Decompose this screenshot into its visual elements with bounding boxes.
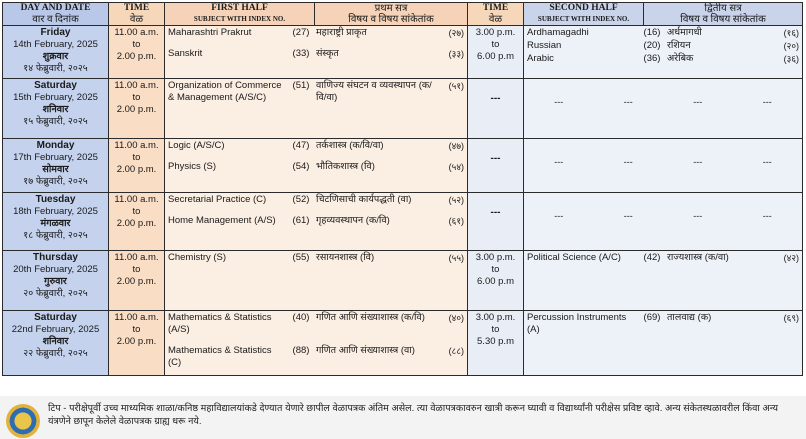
dash-placeholder: --- <box>554 157 564 167</box>
subject-index-mr: (५४) <box>448 162 464 172</box>
time2-text: --- <box>490 207 501 218</box>
time-text: 11.00 a.m. <box>114 80 159 91</box>
date-label-mr: २० फेब्रुवारी, २०२५ <box>23 288 88 299</box>
second-half-title: SECOND HALF <box>549 3 618 13</box>
time-cell <box>109 139 165 193</box>
date-label-mr: २२ फेब्रुवारी, २०२५ <box>23 348 88 359</box>
subject-entry <box>165 193 467 206</box>
subject-name-mr: अर्धमागधी <box>667 27 702 38</box>
subject-index-mr: (१६) <box>783 28 799 38</box>
date-label: 15th February, 2025 <box>13 92 98 103</box>
table-row <box>3 26 803 79</box>
header-time2-en: TIME <box>482 3 509 13</box>
time-text: 2.00 p.m. <box>116 104 157 115</box>
subject-index: (69) <box>643 312 661 323</box>
header-second-half-mr <box>644 3 803 26</box>
dash-placeholder: --- <box>554 211 564 221</box>
dash-placeholder: --- <box>693 211 703 221</box>
first-half-subtitle: SUBJECT WITH INDEX NO. <box>193 15 286 23</box>
subject-entry <box>165 26 467 39</box>
table-row <box>3 79 803 139</box>
second-half-subtitle: SUBJECT WITH INDEX NO. <box>537 15 630 23</box>
dash-placeholder: --- <box>693 97 703 107</box>
subject-entry <box>165 214 467 227</box>
second-half-cell-empty <box>524 139 803 193</box>
time2-text: 6.00 p.m <box>477 276 514 287</box>
subject-name: Maharashtri Prakrut <box>168 27 252 38</box>
time2-cell <box>468 139 524 193</box>
time-cell <box>109 26 165 79</box>
footer-note <box>0 396 806 439</box>
dash-placeholder: --- <box>693 157 703 167</box>
subject-index-mr: (४२) <box>783 253 799 263</box>
second-half-cell <box>524 251 803 311</box>
date-label-mr: १५ फेब्रुवारी, २०२५ <box>23 116 88 127</box>
header-first-half-mr <box>315 3 468 26</box>
subject-index-mr: (५१) <box>448 81 464 91</box>
subject-index-mr: (२०) <box>783 41 799 51</box>
header-second-half-en <box>524 3 644 26</box>
time2-text: 3.00 p.m. <box>475 312 516 323</box>
subject-name-mr: वाणिज्य संघटन व व्यवस्थापन (क/वि/वा) <box>316 80 432 103</box>
subject-index-mr: (५२) <box>448 195 464 205</box>
time2-text: to <box>491 39 500 50</box>
subject-entry <box>524 311 802 336</box>
subject-name: Chemistry (S) <box>168 252 227 263</box>
subject-index-mr: (४०) <box>448 313 464 323</box>
time2-text: 5.30 p.m <box>477 336 514 347</box>
subject-name-mr: भौतिकशास्त्र (वि) <box>316 161 375 172</box>
first-half-subtitle-mr: विषय व विषय सांकेतांक <box>348 14 434 25</box>
subject-index-mr: (६९) <box>783 313 799 323</box>
time-text: 2.00 p.m. <box>116 218 157 229</box>
subject-name-mr: गृहव्यवस्थापन (क/वि) <box>316 215 390 226</box>
subject-name: Home Management (A/S) <box>168 215 276 226</box>
time2-text: 6.00 p.m <box>477 51 514 62</box>
time-text: to <box>132 264 141 275</box>
day-label-mr: गुरुवार <box>44 276 67 287</box>
subject-name: Mathematics & Statistics (C) <box>168 345 272 368</box>
dash-placeholder: --- <box>762 211 772 221</box>
time-text: 11.00 a.m. <box>114 252 159 263</box>
subject-index: (51) <box>292 80 310 91</box>
table-row <box>3 251 803 311</box>
first-half-cell <box>165 193 468 251</box>
subject-index: (33) <box>292 48 310 59</box>
date-cell <box>3 193 109 251</box>
first-half-title: FIRST HALF <box>211 3 268 13</box>
time-text: to <box>132 152 141 163</box>
date-cell <box>3 311 109 376</box>
day-label-mr: शुक्रवार <box>42 51 69 62</box>
day-label: Saturday <box>34 80 77 91</box>
footer-note-text: टिप - परीक्षेपूर्वी उच्च माध्यमिक शाळा/कनिष्ठ महाविद्यालयांकडे देण्यात येणारे छापील वेळापत्रक अंतिम असेल. त्या वेळापत्रकावरुन खात्री करून घ्यावी व विद्यार्थ्यांनी परीक्षेस प्रविष्ट व्हावे. अन्य संकेतस्थळावरील किंवा अन्य यंत्रणेने छापून केलेले वेळापत्रक ग्राह्य धरू नये. <box>48 403 779 427</box>
time-text: to <box>132 206 141 217</box>
day-label-mr: शनिवार <box>42 336 69 347</box>
time2-cell <box>468 26 524 79</box>
header-time-mr: वेळ <box>129 14 144 25</box>
subject-name-mr: तर्कशास्त्र (क/वि/वा) <box>316 140 384 151</box>
date-cell <box>3 251 109 311</box>
subject-name: Political Science (A/C) <box>527 252 621 263</box>
subject-entry <box>524 251 802 264</box>
time-text: 2.00 p.m. <box>116 336 157 347</box>
dash-placeholder: --- <box>554 97 564 107</box>
subject-name-mr: राज्यशास्त्र (क/वा) <box>667 252 729 263</box>
time2-text: --- <box>490 153 501 164</box>
board-emblem-icon <box>6 404 40 438</box>
subject-entry <box>524 52 802 65</box>
subject-name-mr: रशियन <box>667 40 691 51</box>
first-half-cell <box>165 139 468 193</box>
subject-name: Russian <box>527 40 562 51</box>
dash-placeholder: --- <box>623 157 633 167</box>
subject-entry <box>165 160 467 173</box>
header-time <box>109 3 165 26</box>
subject-entry <box>165 47 467 60</box>
subject-index: (42) <box>643 252 661 263</box>
time2-text: to <box>491 264 500 275</box>
subject-index: (88) <box>292 345 310 356</box>
subject-name-mr: अरेबिक <box>667 53 694 64</box>
time2-text: 3.00 p.m. <box>475 252 516 263</box>
subject-index: (40) <box>292 312 310 323</box>
subject-name: Sanskrit <box>168 48 203 59</box>
subject-name-mr: रसायनशास्त्र (वि) <box>316 252 375 263</box>
time-text: 11.00 a.m. <box>114 194 159 205</box>
subject-index: (20) <box>643 40 661 51</box>
subject-index: (16) <box>643 27 661 38</box>
table-row <box>3 193 803 251</box>
time-cell <box>109 311 165 376</box>
day-label: Thursday <box>32 252 78 263</box>
date-label: 22nd February, 2025 <box>11 324 100 335</box>
date-label: 20th February, 2025 <box>13 264 98 275</box>
first-half-cell <box>165 251 468 311</box>
dash-placeholder: --- <box>762 97 772 107</box>
subject-entry <box>165 311 467 336</box>
header-time2-mr: वेळ <box>488 14 503 25</box>
second-half-cell-empty <box>524 79 803 139</box>
date-label-mr: १७ फेब्रुवारी, २०२५ <box>23 176 88 187</box>
subject-index: (61) <box>292 215 310 226</box>
day-label: Monday <box>36 140 75 151</box>
date-label-mr: १८ फेब्रुवारी, २०२५ <box>23 230 88 241</box>
time2-cell <box>468 193 524 251</box>
time-text: to <box>132 39 141 50</box>
subject-name: Physics (S) <box>168 161 217 172</box>
subject-entry <box>524 39 802 52</box>
subject-entry <box>165 251 467 264</box>
day-label-mr: शनिवार <box>42 104 69 115</box>
subject-index-mr: (८८) <box>448 346 464 356</box>
header-first-half-en <box>165 3 315 26</box>
date-label-mr: १४ फेब्रुवारी, २०२५ <box>23 63 88 74</box>
subject-entry <box>165 344 467 369</box>
day-label: Saturday <box>34 312 77 323</box>
header-day-date <box>3 3 109 26</box>
date-label: 17th February, 2025 <box>13 152 98 163</box>
subject-index-mr: (४७) <box>448 141 464 151</box>
subject-index: (27) <box>292 27 310 38</box>
dash-placeholder: --- <box>623 97 633 107</box>
subject-entry <box>524 26 802 39</box>
second-half-subtitle-mr: विषय व विषय सांकेतांक <box>680 14 766 25</box>
timetable-body <box>3 26 803 376</box>
time-text: 11.00 a.m. <box>114 27 159 38</box>
time2-cell <box>468 79 524 139</box>
exam-timetable <box>2 2 803 376</box>
header-date-mr: वार व दिनांक <box>32 14 79 25</box>
time-cell <box>109 79 165 139</box>
subject-name: Mathematics & Statistics (A/S) <box>168 312 272 335</box>
subject-entry <box>165 79 467 104</box>
subject-name-mr: चिटणिसाची कार्यपद्धती (वा) <box>316 194 412 205</box>
subject-index: (52) <box>292 194 310 205</box>
subject-name-mr: गणित आणि संख्याशास्त्र (क/वि) <box>316 312 425 323</box>
time2-text: to <box>491 324 500 335</box>
time2-cell <box>468 251 524 311</box>
subject-index-mr: (६१) <box>448 216 464 226</box>
date-label: 18th February, 2025 <box>13 206 98 217</box>
date-label: 14th February, 2025 <box>13 39 98 50</box>
time2-cell <box>468 311 524 376</box>
subject-name: Secretarial Practice (C) <box>168 194 267 205</box>
dash-placeholder: --- <box>762 157 772 167</box>
day-label-mr: मंगळवार <box>40 218 71 229</box>
date-cell <box>3 26 109 79</box>
subject-index-mr: (३६) <box>783 54 799 64</box>
first-half-cell <box>165 26 468 79</box>
time-text: 11.00 a.m. <box>114 140 159 151</box>
subject-name: Ardhamagadhi <box>527 27 589 38</box>
second-half-cell-empty <box>524 193 803 251</box>
date-cell <box>3 139 109 193</box>
subject-index: (36) <box>643 53 661 64</box>
day-label-mr: सोमवार <box>42 164 69 175</box>
second-half-title-mr: द्वितीय सत्र <box>704 3 742 14</box>
header-time-en: TIME <box>123 3 150 13</box>
subject-index: (47) <box>292 140 310 151</box>
subject-name: Arabic <box>527 53 554 64</box>
time-text: to <box>132 324 141 335</box>
time-text: 2.00 p.m. <box>116 164 157 175</box>
subject-name-mr: संस्कृत <box>316 48 339 59</box>
date-cell <box>3 79 109 139</box>
subject-name: Logic (A/S/C) <box>168 140 225 151</box>
time-text: 11.00 a.m. <box>114 312 159 323</box>
table-row <box>3 311 803 376</box>
time-text: 2.00 p.m. <box>116 276 157 287</box>
subject-index-mr: (५५) <box>448 253 464 263</box>
second-half-cell <box>524 311 803 376</box>
header-time2 <box>468 3 524 26</box>
subject-index-mr: (३३) <box>448 49 464 59</box>
day-label: Tuesday <box>35 194 76 205</box>
first-half-cell <box>165 311 468 376</box>
time-text: 2.00 p.m. <box>116 51 157 62</box>
time-text: to <box>132 92 141 103</box>
time2-text: 3.00 p.m. <box>475 27 516 38</box>
dash-placeholder: --- <box>623 211 633 221</box>
subject-index-mr: (२७) <box>448 28 464 38</box>
first-half-title-mr: प्रथम सत्र <box>374 3 408 14</box>
subject-index: (54) <box>292 161 310 172</box>
day-label: Friday <box>40 27 71 38</box>
subject-name-mr: तालवाद्य (क) <box>667 312 712 323</box>
time-cell <box>109 251 165 311</box>
header-date-en: DAY AND DATE <box>20 3 91 13</box>
second-half-cell <box>524 26 803 79</box>
subject-entry <box>165 139 467 152</box>
time2-text: --- <box>490 93 501 104</box>
table-row <box>3 139 803 193</box>
subject-name: Percussion Instruments (A) <box>527 312 627 335</box>
subject-name-mr: गणित आणि संख्याशास्त्र (वा) <box>316 345 415 356</box>
first-half-cell <box>165 79 468 139</box>
subject-index: (55) <box>292 252 310 263</box>
time-cell <box>109 193 165 251</box>
subject-name-mr: महाराष्ट्री प्राकृत <box>316 27 367 38</box>
subject-name: Organization of Commerce & Management (A/S/C) <box>168 80 282 103</box>
